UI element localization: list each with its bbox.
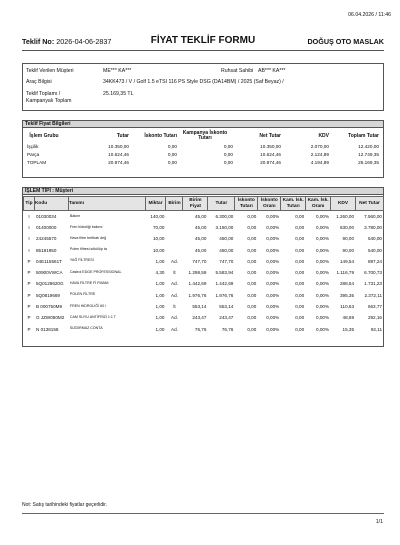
item-discount-rate: 0,00% xyxy=(266,236,280,242)
offer-number-label: Teklif No: xyxy=(22,37,55,46)
item-unit-price: 553,14 xyxy=(192,304,207,310)
table-row xyxy=(24,278,384,289)
item-amount: 450,00 xyxy=(219,236,234,242)
item-net: 897,24 xyxy=(367,258,382,264)
item-unit: Ad. xyxy=(171,258,178,264)
item-kdv: 15,35 xyxy=(342,326,355,332)
item-net: 540,00 xyxy=(367,247,382,253)
price-info-title: Teklif Fiyat Bilgileri xyxy=(23,121,383,128)
item-qty: 1,00 xyxy=(155,315,165,321)
item-type: I xyxy=(28,247,30,253)
item-net: 540,00 xyxy=(367,236,382,242)
table-row xyxy=(24,301,384,312)
price-cell-discount: 0,00 xyxy=(167,151,177,157)
document-header xyxy=(22,34,384,48)
header-divider xyxy=(22,50,384,51)
item-amount: 243,47 xyxy=(219,315,234,321)
price-header-discount: İskonto Tutarı xyxy=(144,133,177,139)
item-net: 292,16 xyxy=(367,315,382,321)
item-kdv: 1.260,00 xyxy=(336,213,355,219)
vehicle-label: Araç Bilgisi xyxy=(26,79,52,85)
company-name: DOĞUŞ OTO MASLAK xyxy=(307,37,384,46)
item-type: P xyxy=(27,304,31,310)
offer-number-value: 2026-04-06-2837 xyxy=(56,37,112,46)
item-kdv: 395,35 xyxy=(339,292,355,298)
table-row xyxy=(24,267,384,278)
item-unit: lt xyxy=(173,304,176,310)
item-type: P xyxy=(27,258,31,264)
item-unit: Ad. xyxy=(171,326,178,332)
items-header-discount: İskonto Tutarı xyxy=(235,197,258,211)
item-discount-rate: 0,00% xyxy=(266,224,280,230)
price-cell-kdv: 2.070,00 xyxy=(310,143,329,149)
price-cell-total: 12.749,35 xyxy=(358,151,379,157)
price-header-kdv: KDV xyxy=(318,133,329,139)
price-cell-amount: 10.624,46 xyxy=(108,151,129,157)
items-header-unit-price: Birim Fiyat xyxy=(183,197,208,211)
item-unit: lt xyxy=(173,270,176,276)
item-unit xyxy=(166,222,183,233)
item-discount-rate: 0,00% xyxy=(266,304,280,310)
item-desc: Hava filtre tertibatı değ xyxy=(69,235,107,240)
item-type: I xyxy=(28,224,30,230)
item-unit xyxy=(166,211,183,222)
item-code: 24245570 xyxy=(35,236,57,242)
price-cell-net: 10.624,46 xyxy=(260,151,281,157)
item-unit: Ad. xyxy=(171,315,178,321)
item-desc: Bakım xyxy=(69,213,81,218)
price-cell-discount: 0,00 xyxy=(167,159,177,165)
item-type: P xyxy=(27,315,31,321)
item-qty: 1,00 xyxy=(155,304,165,310)
item-campaign: 0,00 xyxy=(295,270,305,276)
item-kdv: 630,00 xyxy=(339,224,355,230)
item-desc: Polen filtresi sökülüp ta xyxy=(69,247,107,252)
items-header-type: Tip xyxy=(24,197,35,211)
price-header-amount: Tutar xyxy=(116,133,129,139)
table-row xyxy=(24,312,384,323)
items-title: İŞLEM TİPİ : Müşteri xyxy=(23,188,383,195)
item-net: 1.731,23 xyxy=(364,281,382,287)
item-campaign: 0,00 xyxy=(295,281,305,287)
total-label-2: Kampanyalı Toplam xyxy=(26,98,72,104)
price-row xyxy=(27,150,379,158)
item-qty: 140,00 xyxy=(150,213,165,219)
items-header-amount: Tutar xyxy=(208,197,235,211)
item-discount: 0,00 xyxy=(247,247,257,253)
item-qty: 1,00 xyxy=(155,326,165,332)
item-discount: 0,00 xyxy=(247,236,257,242)
item-unit-price: 45,00 xyxy=(194,247,207,253)
item-unit: Ad. xyxy=(171,292,178,298)
item-qty: 10,00 xyxy=(152,247,165,253)
item-discount: 0,00 xyxy=(247,304,257,310)
items-header-discount-rate: İskonto Oranı xyxy=(258,197,281,211)
item-desc: YAĞ FİLTRESİ xyxy=(69,258,94,263)
item-unit-price: 1.976,76 xyxy=(188,292,207,298)
items-table xyxy=(23,196,384,335)
item-discount-rate: 0,00% xyxy=(266,292,280,298)
item-amount: 5.583,94 xyxy=(215,270,234,276)
items-header-qty: Miktar xyxy=(145,197,166,211)
item-unit-price: 45,00 xyxy=(194,213,207,219)
item-net: 7.560,00 xyxy=(364,213,382,219)
item-qty: 70,00 xyxy=(152,224,165,230)
item-kdv: 149,54 xyxy=(339,258,355,264)
item-discount-rate: 0,00% xyxy=(266,326,280,332)
item-amount: 450,00 xyxy=(219,247,234,253)
item-discount-rate: 0,00% xyxy=(266,315,280,321)
item-discount-rate: 0,00% xyxy=(266,258,280,264)
footer-divider xyxy=(22,513,384,514)
item-qty: 1,00 xyxy=(155,292,165,298)
item-desc: CAM SUYU ANTİFRİZİ 1:1 T xyxy=(69,314,116,319)
item-campaign-rate: 0,00% xyxy=(316,270,330,276)
items-box xyxy=(22,187,384,347)
total-value: 25.169,35 TL xyxy=(103,91,134,97)
item-campaign: 0,00 xyxy=(295,258,305,264)
item-campaign: 0,00 xyxy=(295,236,305,242)
item-kdv: 1.116,79 xyxy=(336,270,355,276)
items-header-campaign: Kam. İsk. Tutarı xyxy=(282,198,304,209)
item-discount-rate: 0,00% xyxy=(266,281,280,287)
item-net: 92,11 xyxy=(370,326,382,332)
document-title: FİYAT TEKLİF FORMU xyxy=(150,35,256,46)
item-unit-price: 747,70 xyxy=(192,258,207,264)
item-campaign-rate: 0,00% xyxy=(316,258,330,264)
price-cell-kdv: 2.124,89 xyxy=(310,151,329,157)
item-type: P xyxy=(27,326,31,332)
footer-note: Not: Satış tarihindeki fiyatlar geçerlidir. xyxy=(22,502,108,508)
item-code: 01400000 xyxy=(35,224,57,230)
table-row xyxy=(24,290,384,301)
item-desc: POLEN FİLTRE xyxy=(69,292,96,297)
item-qty: 1,00 xyxy=(155,258,165,264)
item-desc: Fren hidroliği bakımı xyxy=(69,224,103,229)
item-amount: 1.976,76 xyxy=(215,292,234,298)
item-campaign: 0,00 xyxy=(295,292,305,298)
price-cell-amount: 20.974,46 xyxy=(108,159,129,165)
item-kdv: 110,63 xyxy=(340,304,355,310)
items-header-unit: Birim xyxy=(166,197,183,211)
item-discount-rate: 0,00% xyxy=(266,270,280,276)
item-campaign-rate: 0,00% xyxy=(316,315,330,321)
item-net: 3.780,00 xyxy=(364,224,382,230)
item-type: I xyxy=(28,213,30,219)
items-header-kdv: KDV xyxy=(331,197,356,211)
item-campaign-rate: 0,00% xyxy=(316,247,330,253)
item-discount: 0,00 xyxy=(247,281,257,287)
item-discount-rate: 0,00% xyxy=(266,213,280,219)
page-number: 1/1 xyxy=(375,519,383,525)
items-header-net: Net Tutar xyxy=(356,197,384,211)
item-amount: 6.300,00 xyxy=(215,213,234,219)
table-row xyxy=(24,323,384,334)
item-campaign: 0,00 xyxy=(295,247,305,253)
item-type: P xyxy=(27,281,31,287)
item-qty: 10,00 xyxy=(152,236,165,242)
item-campaign-rate: 0,00% xyxy=(316,224,330,230)
item-discount: 0,00 xyxy=(247,258,257,264)
item-qty: 4,30 xyxy=(155,270,165,276)
price-cell-net: 10.350,00 xyxy=(260,143,281,149)
customer-info-box xyxy=(22,63,384,111)
price-cell-group: Parça xyxy=(27,151,40,157)
price-cell-campaign: 0,00 xyxy=(223,151,233,157)
item-amount: 553,14 xyxy=(219,304,234,310)
item-unit-price: 45,00 xyxy=(194,224,207,230)
price-cell-total: 12.420,00 xyxy=(358,143,379,149)
item-desc: FREN HİDROLİĞİ 60 l xyxy=(69,303,106,308)
items-table-body xyxy=(24,211,384,335)
item-campaign: 0,00 xyxy=(295,224,305,230)
items-header-desc: Tanımı xyxy=(68,197,145,211)
price-cell-kdv: 4.194,89 xyxy=(310,159,329,165)
item-type: P xyxy=(27,270,31,276)
item-desc: Castrol EDGE PROFESSIONAL xyxy=(69,269,122,274)
table-row xyxy=(24,211,384,222)
item-campaign: 0,00 xyxy=(295,213,305,219)
table-row xyxy=(24,222,384,233)
owner-value: AB*** KA*** xyxy=(258,68,286,74)
price-info-box xyxy=(22,120,384,178)
price-header-net: Net Tutar xyxy=(259,133,281,139)
item-unit: Ad. xyxy=(171,281,178,287)
price-cell-group: TOPLAM xyxy=(27,159,47,165)
item-code: 50900VWCA xyxy=(35,270,63,276)
item-discount: 0,00 xyxy=(247,270,257,276)
item-code: 01030034 xyxy=(35,213,57,219)
price-cell-total: 25.169,35 xyxy=(358,159,379,165)
item-amount: 76,76 xyxy=(221,326,234,332)
vehicle-value: 34KK473 / V / Golf 1.5 eTSI 116 PS Style DSG (DA14BM) / 2025 (Saf Beyaz) / xyxy=(103,79,284,85)
item-unit xyxy=(166,244,183,255)
item-kdv: 90,00 xyxy=(342,236,355,242)
table-row xyxy=(24,233,384,244)
items-header-code: Kodu xyxy=(34,197,68,211)
item-net: 663,77 xyxy=(367,304,382,310)
price-cell-group: İşçilik xyxy=(27,143,39,149)
item-campaign: 0,00 xyxy=(295,326,305,332)
print-timestamp: 06.04.2026 / 11:46 xyxy=(348,12,391,18)
item-desc: HAVA FİLTRE Fİ FMANI xyxy=(69,281,109,286)
item-kdv: 90,00 xyxy=(342,247,355,253)
item-unit-price: 45,00 xyxy=(194,236,207,242)
price-cell-campaign: 0,00 xyxy=(223,143,233,149)
customer-label: Teklif Verilen Müşteri xyxy=(26,68,74,74)
item-desc: SIZDIRMAZ CONTA xyxy=(69,326,103,331)
item-type: I xyxy=(28,236,30,242)
item-unit-price: 76,76 xyxy=(194,326,207,332)
total-label-1: Teklif Toplamı / xyxy=(26,91,61,97)
item-code: 5Q0129620G xyxy=(35,281,64,287)
table-row xyxy=(24,244,384,255)
item-type: P xyxy=(27,292,31,298)
price-cell-net: 20.974,46 xyxy=(260,159,281,165)
item-discount: 0,00 xyxy=(247,315,257,321)
item-net: 2.372,11 xyxy=(364,292,382,298)
item-discount: 0,00 xyxy=(247,224,257,230)
item-qty: 1,00 xyxy=(155,281,165,287)
item-campaign: 0,00 xyxy=(295,315,305,321)
item-campaign-rate: 0,00% xyxy=(316,292,330,298)
price-row xyxy=(27,142,379,150)
price-row-total xyxy=(27,158,379,166)
price-header-group: İşlem Grubu xyxy=(29,133,59,139)
table-row xyxy=(24,256,384,267)
item-unit xyxy=(166,233,183,244)
item-campaign-rate: 0,00% xyxy=(316,213,330,219)
item-discount: 0,00 xyxy=(247,213,257,219)
item-kdv: 48,69 xyxy=(342,315,355,321)
price-cell-campaign: 0,00 xyxy=(223,159,233,165)
item-code: 04E115561T xyxy=(35,258,62,264)
price-header-total: Toplam Tutar xyxy=(348,133,379,139)
item-discount-rate: 0,00% xyxy=(266,247,280,253)
price-cell-discount: 0,00 xyxy=(167,143,177,149)
price-cell-amount: 10.350,00 xyxy=(108,143,129,149)
item-code: 85181950 xyxy=(35,247,57,253)
item-amount: 747,70 xyxy=(219,258,234,264)
item-kdv: 288,54 xyxy=(339,281,355,287)
item-campaign-rate: 0,00% xyxy=(316,326,330,332)
items-header-campaign-rate: Kam. İsk. Oranı xyxy=(307,198,329,209)
item-discount: 0,00 xyxy=(247,326,257,332)
item-code: G JZW050M2 xyxy=(35,315,65,321)
owner-label: Ruhsat Sahibi xyxy=(221,68,254,74)
item-code: B 000750M9 xyxy=(35,304,63,310)
item-code: 5Q0819669 xyxy=(35,292,60,298)
item-campaign-rate: 0,00% xyxy=(316,304,330,310)
price-info-table xyxy=(27,130,379,166)
customer-value: ME*** KA*** xyxy=(103,68,132,74)
item-amount: 1.442,69 xyxy=(215,281,234,287)
item-discount: 0,00 xyxy=(247,292,257,298)
item-code: N 0138158 xyxy=(35,326,59,332)
price-header-campaign: Kampanya İskonto Tutarı xyxy=(182,130,228,141)
item-unit-price: 243,47 xyxy=(192,315,207,321)
item-unit-price: 1.298,59 xyxy=(188,270,207,276)
item-net: 6.700,73 xyxy=(364,270,382,276)
item-campaign-rate: 0,00% xyxy=(316,281,330,287)
item-campaign-rate: 0,00% xyxy=(316,236,330,242)
item-campaign: 0,00 xyxy=(295,304,305,310)
item-unit-price: 1.442,69 xyxy=(188,281,207,287)
item-amount: 3.150,00 xyxy=(215,224,234,230)
